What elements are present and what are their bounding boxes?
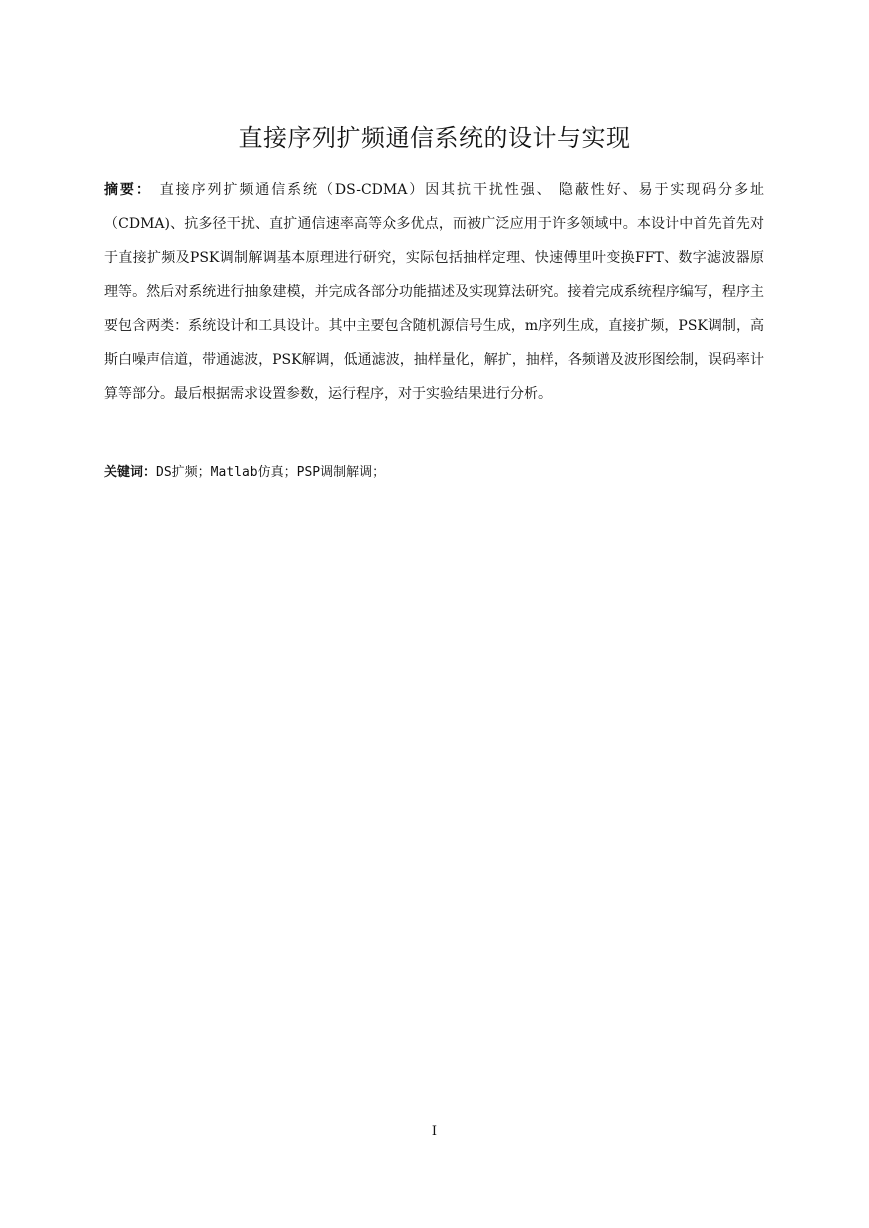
abstract-paragraph xyxy=(104,173,764,411)
keywords-line xyxy=(104,460,764,486)
keywords-label: 关键词： xyxy=(104,465,157,480)
keywords-value: DS扩频；Matlab仿真；PSP调制解调； xyxy=(156,465,386,480)
page-title: 直接序列扩频通信系统的设计与实现 xyxy=(238,124,631,152)
page-number: I xyxy=(431,1124,438,1139)
abstract-text: 直接序列扩频通信系统（DS-CDMA）因其抗干扰性强、 隐蔽性好、易于实现码分多址（CDMA)、抗多径干扰、直扩通信速率高等众多优点，而被广泛应用于许多领域中。本设计中首先首先对于直接扩频及PSK调制解调基本原理进行研究，实际包括抽样定理、快速傅里叶变换FFT、数字滤波器原理等。然后对系统进行抽象建模，并完成各部分功能描述及实现算法研究。接着完成系统程序编写，程序主要包含两类：系统设计和工具设计。其中主要包含随机源信号生成，m序列生成，直接扩频，PSK调制，高斯白噪声信道，带通滤波，PSK解调，低通滤波，抽样量化，解扩，抽样，各频谱及波形图绘制，误码率计算等部分。最后根据需求设置参数，运行程序，对于实验结果进行分析。 xyxy=(104,182,764,402)
abstract-label: 摘要： xyxy=(104,182,152,198)
